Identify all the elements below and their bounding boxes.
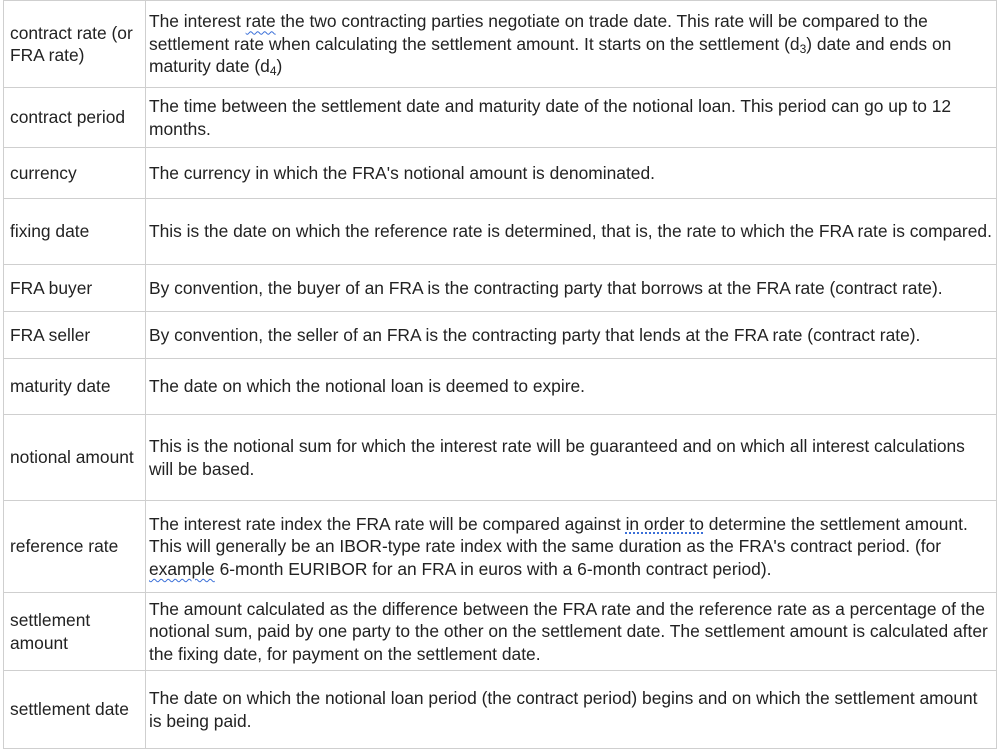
definition-text: the two contracting parties negotiate on trade date. This rate will be compared to the settlement rate when calculating the settlement amount. It starts on the settlement (d: [149, 11, 928, 54]
definition-text: ): [276, 56, 283, 77]
glossary-table: [3, 0, 997, 749]
subscript: 3: [799, 41, 807, 56]
term-cell: contract period: [4, 88, 146, 148]
table-row: [4, 359, 997, 415]
definition-text: determine the settlement amount. This will generally be an IBOR-type rate index with the same duration as the FRA's contract period. (for: [149, 513, 968, 557]
term-cell: notional amount: [4, 415, 146, 501]
table-row: [4, 148, 997, 199]
definition-cell: [146, 501, 997, 593]
table-row: [4, 88, 997, 148]
subscript: 4: [269, 64, 277, 79]
definition-cell: [146, 1, 997, 88]
term-cell: currency: [4, 148, 146, 199]
spellcheck-mark: rate: [245, 11, 276, 32]
table-row: [4, 671, 997, 749]
term-cell: FRA buyer: [4, 265, 146, 312]
definition-text: 6-month EURIBOR for an FRA in euros with a 6-month contract period).: [214, 558, 772, 579]
table-row: [4, 312, 997, 359]
definition-text: The interest rate index the FRA rate will be compared against: [149, 513, 626, 534]
grammar-mark: in order to: [625, 513, 704, 534]
definition-cell: By convention, the seller of an FRA is the contracting party that lends at the FRA rate (contract rate).: [146, 312, 997, 359]
term-cell: contract rate (or FRA rate): [4, 1, 146, 88]
table-row: [4, 199, 997, 265]
table-row: [4, 415, 997, 501]
term-cell: maturity date: [4, 359, 146, 415]
spellcheck-mark: example: [149, 558, 215, 579]
definition-cell: By convention, the buyer of an FRA is the contracting party that borrows at the FRA rate (contract rate).: [146, 265, 997, 312]
term-cell: settlement date: [4, 671, 146, 749]
definition-cell: This is the notional sum for which the interest rate will be guaranteed and on which all interest calculations will be based.: [146, 415, 997, 501]
table-row: [4, 1, 997, 88]
definition-cell: The currency in which the FRA's notional amount is denominated.: [146, 148, 997, 199]
term-cell: reference rate: [4, 501, 146, 593]
definition-cell: This is the date on which the reference rate is determined, that is, the rate to which the FRA rate is compared.: [146, 199, 997, 265]
definition-text: The interest: [149, 11, 246, 32]
term-cell: settlement amount: [4, 593, 146, 671]
term-cell: fixing date: [4, 199, 146, 265]
table-row: [4, 501, 997, 593]
definition-cell: The time between the settlement date and maturity date of the notional loan. This period can go up to 12 months.: [146, 88, 997, 148]
definition-cell: The amount calculated as the difference between the FRA rate and the reference rate as a percentage of the notional sum, paid by one party to the other on the settlement date. The settlement amount is calculated after the fixing date, for payment on the settlement date.: [146, 593, 997, 671]
table-row: [4, 265, 997, 312]
definition-cell: The date on which the notional loan period (the contract period) begins and on which the settlement amount is being paid.: [146, 671, 997, 749]
definition-text: ) date and ends on maturity date (d: [149, 33, 952, 77]
table-row: [4, 593, 997, 671]
term-cell: FRA seller: [4, 312, 146, 359]
definition-cell: The date on which the notional loan is deemed to expire.: [146, 359, 997, 415]
